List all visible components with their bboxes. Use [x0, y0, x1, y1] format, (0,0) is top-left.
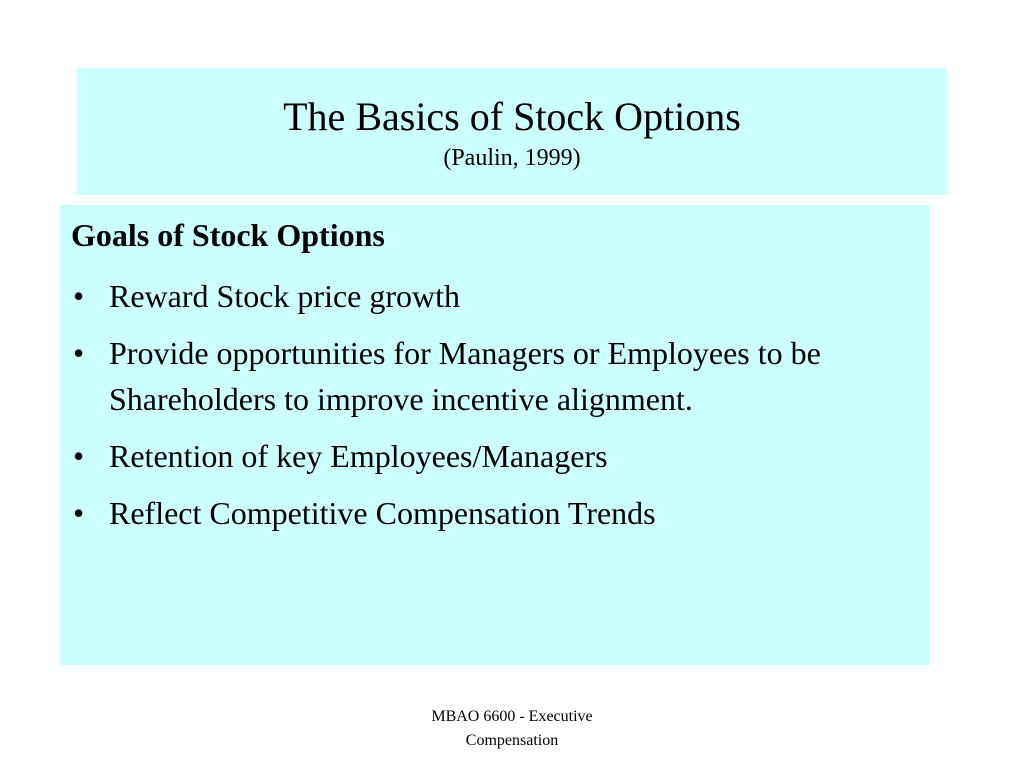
bullet-list: [71, 273, 921, 547]
bullet-icon: •: [73, 495, 85, 531]
content-box: [60, 205, 930, 665]
slide-title: The Basics of Stock Options: [283, 94, 741, 139]
footer-line-1: MBAO 6600 - Executive: [431, 708, 593, 725]
slide-subtitle: (Paulin, 1999): [443, 145, 581, 171]
bullet-text: Reflect Competitive Compensation Trends: [109, 495, 656, 531]
bullet-item: [71, 330, 921, 422]
bullet-item: [71, 273, 921, 319]
bullet-item: [71, 490, 921, 536]
slide-footer: [382, 705, 642, 753]
footer-line-2: Compensation: [465, 732, 559, 749]
bullet-item: [71, 433, 921, 479]
bullet-icon: •: [73, 438, 85, 474]
title-box: [77, 68, 947, 195]
content-heading: Goals of Stock Options: [71, 217, 385, 253]
bullet-icon: •: [73, 335, 85, 371]
bullet-icon: •: [73, 278, 85, 314]
bullet-text: Provide opportunities for Managers or Employees to be Shareholders to improve incentive alignment.: [109, 335, 821, 417]
bullet-text: Retention of key Employees/Managers: [109, 438, 608, 474]
bullet-text: Reward Stock price growth: [109, 278, 461, 314]
